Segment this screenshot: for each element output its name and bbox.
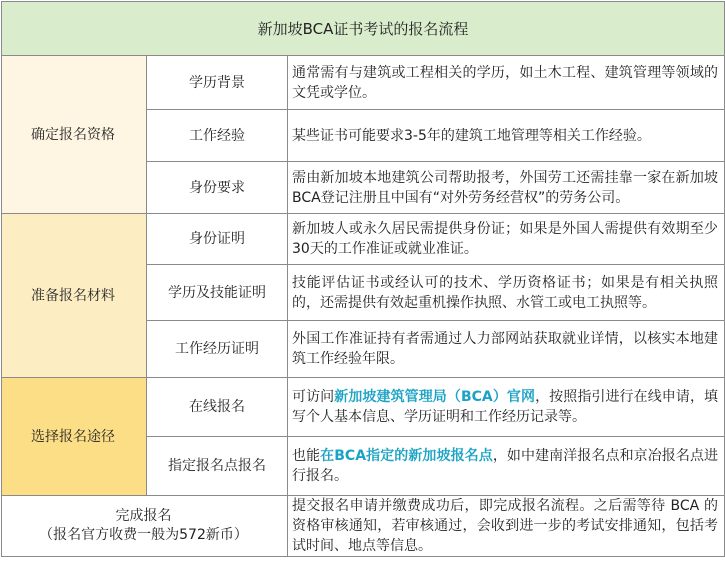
final-step-title: 完成报名: [115, 508, 172, 524]
item-label: 工作经验: [147, 110, 288, 162]
item-description: 某些证书可能要求3-5年的建筑工地管理等相关工作经验。: [288, 110, 725, 162]
item-description: 需由新加坡本地建筑公司帮助报考，外国劳工还需挂靠一家在新加坡BCA登记注册且中国有“对外劳务经营权”的劳务公司。: [288, 162, 725, 214]
desc-suffix: ，如中建南洋报名点和京冶报名点进行报名。: [292, 448, 719, 484]
registration-process-table: [1, 1, 725, 557]
category-eligibility: 确定报名资格: [2, 56, 147, 214]
item-label: 身份证明: [147, 214, 288, 265]
final-step-description: 提交报名申请并缴费成功后，即完成报名流程。之后需等待 BCA 的资格审核通知，若审核通过，会收到进一步的考试安排通知，包括考试时间、地点等信息。: [288, 496, 725, 557]
designated-site-highlight: 在BCA指定的新加坡报名点: [320, 448, 493, 464]
item-description: 新加坡人或永久居民需提供身份证；如果是外国人需提供有效期至少30天的工作准证或就业准证。: [288, 214, 725, 265]
item-description: 通常需有与建筑或工程相关的学历，如土木工程、建筑管理等领域的文凭或学位。: [288, 56, 725, 110]
item-label: 在线报名: [147, 378, 288, 437]
item-description: 外国工作准证持有者需通过人力部网站获取就业详情，以核实本地建筑工作经验年限。: [288, 321, 725, 378]
desc-prefix: 可访问: [292, 389, 335, 405]
official-website-link[interactable]: 新加坡建筑管理局（BCA）官网: [334, 389, 536, 405]
item-label: 学历及技能证明: [147, 265, 288, 321]
final-step-cell: [2, 496, 288, 557]
category-channel: 选择报名途径: [2, 378, 147, 496]
fee-note: （报名官方收费一般为572新币）: [39, 527, 248, 543]
item-label: 身份要求: [147, 162, 288, 214]
item-description: 技能评估证书或经认可的技术、学历资格证书；如果是有相关执照的，还需提供有效起重机操作执照、水管工或电工执照等。: [288, 265, 725, 321]
item-label: 学历背景: [147, 56, 288, 110]
item-label: 工作经历证明: [147, 321, 288, 378]
item-description: [288, 378, 725, 437]
category-materials: 准备报名材料: [2, 214, 147, 378]
table-title: 新加坡BCA证书考试的报名流程: [2, 2, 725, 56]
item-label: 指定报名点报名: [147, 437, 288, 496]
desc-suffix: ，按照指引进行在线申请，填写个人基本信息、学历证明和工作经历记录等。: [292, 389, 719, 425]
item-description: [288, 437, 725, 496]
desc-prefix: 也能: [292, 448, 321, 464]
